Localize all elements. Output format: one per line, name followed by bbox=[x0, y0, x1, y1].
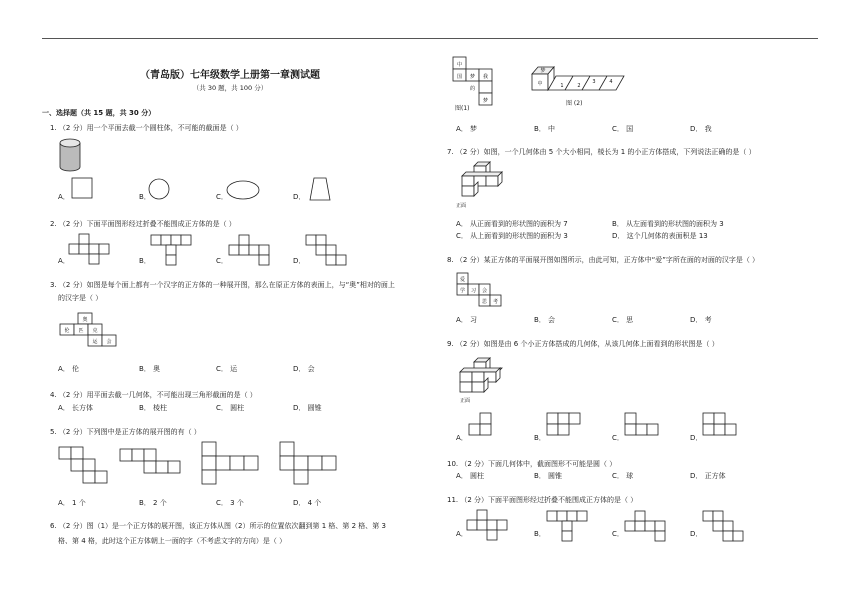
q3-net-cell: 克 bbox=[92, 328, 98, 334]
q1-stem: 1. （2 分）用一个平面去截一个圆柱体，不可能的截面是（ ） bbox=[50, 124, 243, 132]
q6-figure-1-caption: 图(1) bbox=[455, 105, 470, 112]
q8-stem: 8. （2 分）某正方体的平面展开图如图所示，由此可知，正方体中“爱”字所在面的对面的汉字是（ ） bbox=[447, 256, 760, 264]
q7-option-b[interactable]: B． 从左面看到的形状图的面积为 3 bbox=[612, 220, 724, 228]
q8-option-d[interactable]: D． 考 bbox=[690, 316, 712, 324]
q11-net-b bbox=[546, 510, 592, 542]
q10-option-b[interactable]: B． 圆锥 bbox=[534, 472, 563, 480]
q9-front-label: 正面 bbox=[460, 398, 471, 404]
page-title: （青岛版）七年级数学上册第一章测试题 bbox=[140, 70, 320, 81]
q11-option-c[interactable]: C． bbox=[612, 530, 624, 538]
q6-figure-2 bbox=[528, 62, 628, 102]
q5-option-a[interactable]: A． 1 个 bbox=[58, 499, 86, 507]
header-rule bbox=[42, 38, 818, 39]
q5-net-3 bbox=[201, 441, 263, 487]
q7-stem: 7. （2 分）如图，一个几何体由 5 个大小相同，棱长为 1 的小正方体搭成，下列说法正确的是（ ） bbox=[447, 148, 756, 156]
q3-net-cell: 伦 bbox=[64, 328, 70, 334]
q11-option-d[interactable]: D． bbox=[690, 530, 703, 538]
q2-option-b[interactable]: B． bbox=[139, 257, 151, 265]
q9-view-d bbox=[702, 412, 742, 438]
q2-net-a bbox=[68, 236, 114, 264]
q9-cubes-figure bbox=[456, 354, 508, 404]
q3-net-cell: 会 bbox=[106, 339, 112, 345]
q6-option-a[interactable]: A． 梦 bbox=[456, 125, 478, 133]
q4-option-b[interactable]: B． 棱柱 bbox=[139, 404, 168, 412]
q6-cube-face: 梦 bbox=[540, 68, 546, 74]
q6-net-cell: 我 bbox=[482, 74, 489, 80]
q6-option-d[interactable]: D． 我 bbox=[690, 125, 712, 133]
q10-option-d[interactable]: D． 正方体 bbox=[690, 472, 726, 480]
q6-stem-line2: 格、第 4 格，此时这个正方体朝上一面的字（不考虑文字的方向）是（ ） bbox=[58, 537, 287, 545]
q9-stem: 9. （2 分）如图是由 6 个小正方体搭成的几何体，从该几何体上面看到的形状图是（ ） bbox=[447, 340, 719, 348]
page-subtitle: （共 30 题，共 100 分） bbox=[192, 84, 268, 92]
q3-option-b[interactable]: B． 奥 bbox=[139, 365, 161, 373]
q6-stem-line1: 6. （2 分）图（1）是一个正方体的展开图，该正方体从图（2）所示的位置依次翻到第 1 格、第 2 格、第 3 bbox=[50, 522, 386, 530]
q6-cell-number: 2 bbox=[577, 83, 581, 89]
q3-option-d[interactable]: D． 会 bbox=[293, 365, 315, 373]
q6-net-cell: 梦 bbox=[469, 74, 476, 80]
q1-trapezoid-shape bbox=[307, 176, 333, 202]
q11-net-d bbox=[702, 510, 746, 542]
q9-view-c bbox=[624, 412, 664, 438]
q2-option-c[interactable]: C． bbox=[216, 257, 228, 265]
q1-option-b[interactable]: B． bbox=[139, 193, 151, 201]
q8-option-c[interactable]: C． 思 bbox=[612, 316, 634, 324]
q7-option-d[interactable]: D． 这个几何体的表面积是 13 bbox=[612, 232, 708, 240]
q11-net-c bbox=[624, 510, 670, 542]
q4-option-c[interactable]: C． 圆柱 bbox=[216, 404, 245, 412]
q8-option-b[interactable]: B． 会 bbox=[534, 316, 556, 324]
q6-cell-number: 4 bbox=[609, 79, 613, 85]
q8-net-cell: 爱 bbox=[459, 277, 466, 283]
q8-net-cell: 考 bbox=[492, 299, 499, 305]
q8-net-figure bbox=[456, 272, 506, 312]
q7-cubes-figure bbox=[456, 160, 508, 208]
q10-stem: 10. （2 分）下面几何体中，截面图形不可能是圆（ ） bbox=[447, 460, 617, 468]
q6-net-cell: 梦 bbox=[482, 98, 489, 104]
q6-net-cell: 国 bbox=[456, 74, 463, 80]
q9-view-a bbox=[468, 412, 498, 438]
q7-option-c[interactable]: C． 从上面看到的形状图的面积为 3 bbox=[456, 232, 568, 240]
q2-stem: 2. （2 分）下面平面图形经过折叠不能围成正方体的是（ ） bbox=[50, 220, 236, 228]
q11-option-b[interactable]: B． bbox=[534, 530, 546, 538]
q6-net-cell: 的 bbox=[469, 86, 476, 92]
q3-net-figure bbox=[58, 312, 124, 356]
q3-net-cell: 奥 bbox=[82, 317, 88, 323]
q11-stem: 11. （2 分）下面平面图形经过折叠不能围成正方体的是（ ） bbox=[447, 496, 638, 504]
q1-rectangle-shape bbox=[70, 176, 96, 200]
q1-option-c[interactable]: C． bbox=[216, 193, 228, 201]
q5-net-4 bbox=[279, 441, 345, 489]
q6-option-b[interactable]: B． 中 bbox=[534, 125, 556, 133]
q1-cylinder bbox=[58, 137, 82, 173]
q9-view-b bbox=[546, 412, 586, 438]
q9-option-c[interactable]: C． bbox=[612, 434, 624, 442]
q5-option-c[interactable]: C． 3 个 bbox=[216, 499, 244, 507]
q4-stem: 4. （2 分）用平面去截一几何体，不可能出现三角形截面的是（ ） bbox=[50, 391, 257, 399]
q7-front-label: 正面 bbox=[456, 203, 467, 209]
q11-net-a bbox=[466, 512, 512, 542]
q3-option-c[interactable]: C． 运 bbox=[216, 365, 238, 373]
q9-option-a[interactable]: A． bbox=[456, 434, 468, 442]
q1-option-a[interactable]: A． bbox=[58, 193, 70, 201]
section-heading: 一、选择题（共 15 题，共 30 分） bbox=[42, 109, 156, 117]
q2-option-a[interactable]: A． bbox=[58, 257, 70, 265]
q1-option-d[interactable]: D． bbox=[293, 193, 306, 201]
q10-option-c[interactable]: C． 球 bbox=[612, 472, 634, 480]
q2-net-c bbox=[228, 234, 274, 266]
q5-net-1 bbox=[58, 446, 110, 486]
q3-option-a[interactable]: A． 伦 bbox=[58, 365, 80, 373]
q1-circle-shape bbox=[148, 178, 172, 202]
q9-option-b[interactable]: B． bbox=[534, 434, 546, 442]
q3-stem-line1: 3. （2 分）如图是每个面上都有一个汉字的正方体的一种展开图，那么在原正方体的表面上，与“奥”相对的面上 bbox=[50, 281, 395, 289]
q2-option-d[interactable]: D． bbox=[293, 257, 306, 265]
q4-option-a[interactable]: A． 长方体 bbox=[58, 404, 94, 412]
q9-option-d[interactable]: D． bbox=[690, 434, 703, 442]
q8-net-cell: 学 bbox=[459, 288, 466, 294]
q11-option-a[interactable]: A． bbox=[456, 530, 468, 538]
q3-net-cell: 匹 bbox=[78, 328, 84, 334]
q8-net-cell: 思 bbox=[481, 299, 488, 305]
q3-stem-line2: 的汉字是（ ） bbox=[58, 294, 103, 302]
q6-cell-number: 3 bbox=[592, 79, 596, 85]
q5-net-2 bbox=[119, 446, 185, 478]
q2-net-d bbox=[305, 234, 347, 266]
q4-option-d[interactable]: D． 圆锥 bbox=[293, 404, 322, 412]
q7-option-a[interactable]: A． 从正面看到的形状图的面积为 7 bbox=[456, 220, 568, 228]
q10-option-a[interactable]: A． 圆柱 bbox=[456, 472, 485, 480]
q5-option-b[interactable]: B． 2 个 bbox=[139, 499, 167, 507]
q8-net-cell: 会 bbox=[481, 288, 488, 294]
q3-net-cell: 运 bbox=[92, 339, 98, 345]
q8-option-a[interactable]: A． 习 bbox=[456, 316, 478, 324]
q2-net-b bbox=[150, 234, 196, 266]
q6-option-c[interactable]: C． 国 bbox=[612, 125, 634, 133]
q6-figure-2-caption: 图 (2) bbox=[566, 100, 583, 107]
q5-option-d[interactable]: D． 4 个 bbox=[293, 499, 322, 507]
q6-cube-face: 中 bbox=[537, 81, 543, 87]
q8-net-cell: 习 bbox=[470, 288, 477, 294]
q6-net-cell: 中 bbox=[456, 62, 463, 68]
q5-stem: 5. （2 分）下列图中是正方体的展开图的有（ ） bbox=[50, 428, 201, 436]
q6-cell-number: 1 bbox=[560, 83, 564, 89]
q1-ellipse-shape bbox=[226, 180, 262, 202]
